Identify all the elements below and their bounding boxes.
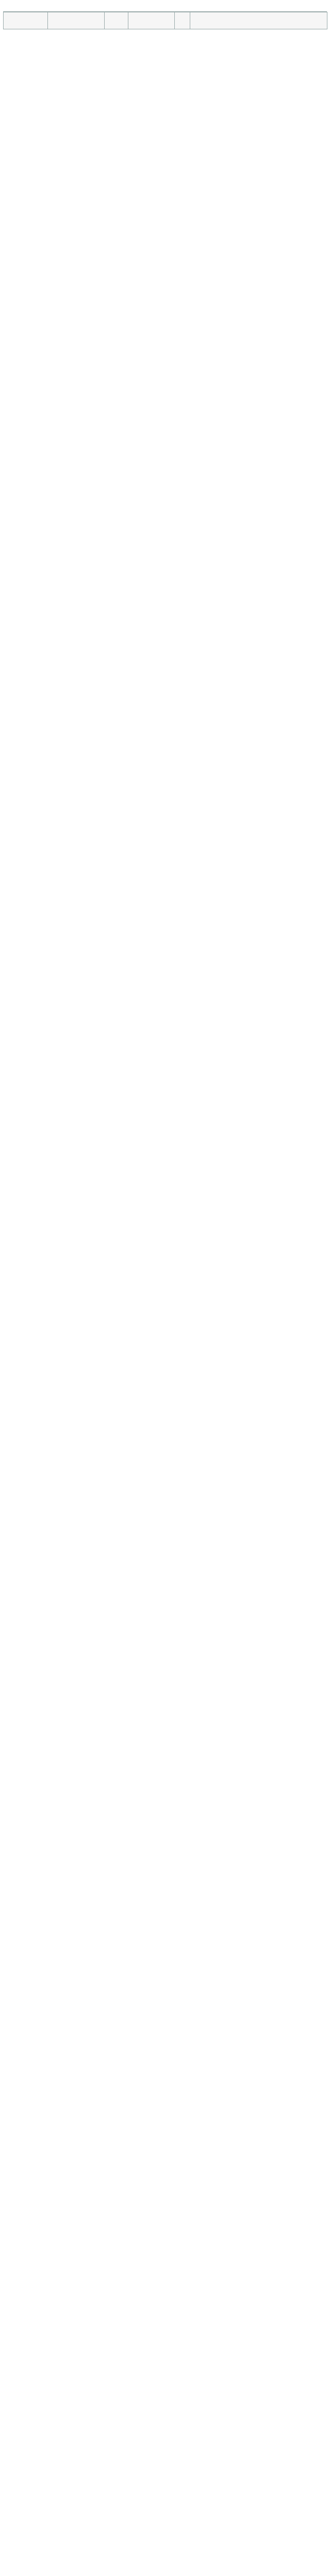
column-header-address <box>48 12 105 29</box>
table-header-row <box>4 12 327 29</box>
column-header-requirements <box>190 12 327 29</box>
column-header-name <box>4 12 48 29</box>
column-header-phone <box>128 12 175 29</box>
kindergarten-table <box>3 12 327 29</box>
page-title <box>3 0 327 12</box>
column-header-contact <box>105 12 128 29</box>
column-header-count <box>175 12 190 29</box>
